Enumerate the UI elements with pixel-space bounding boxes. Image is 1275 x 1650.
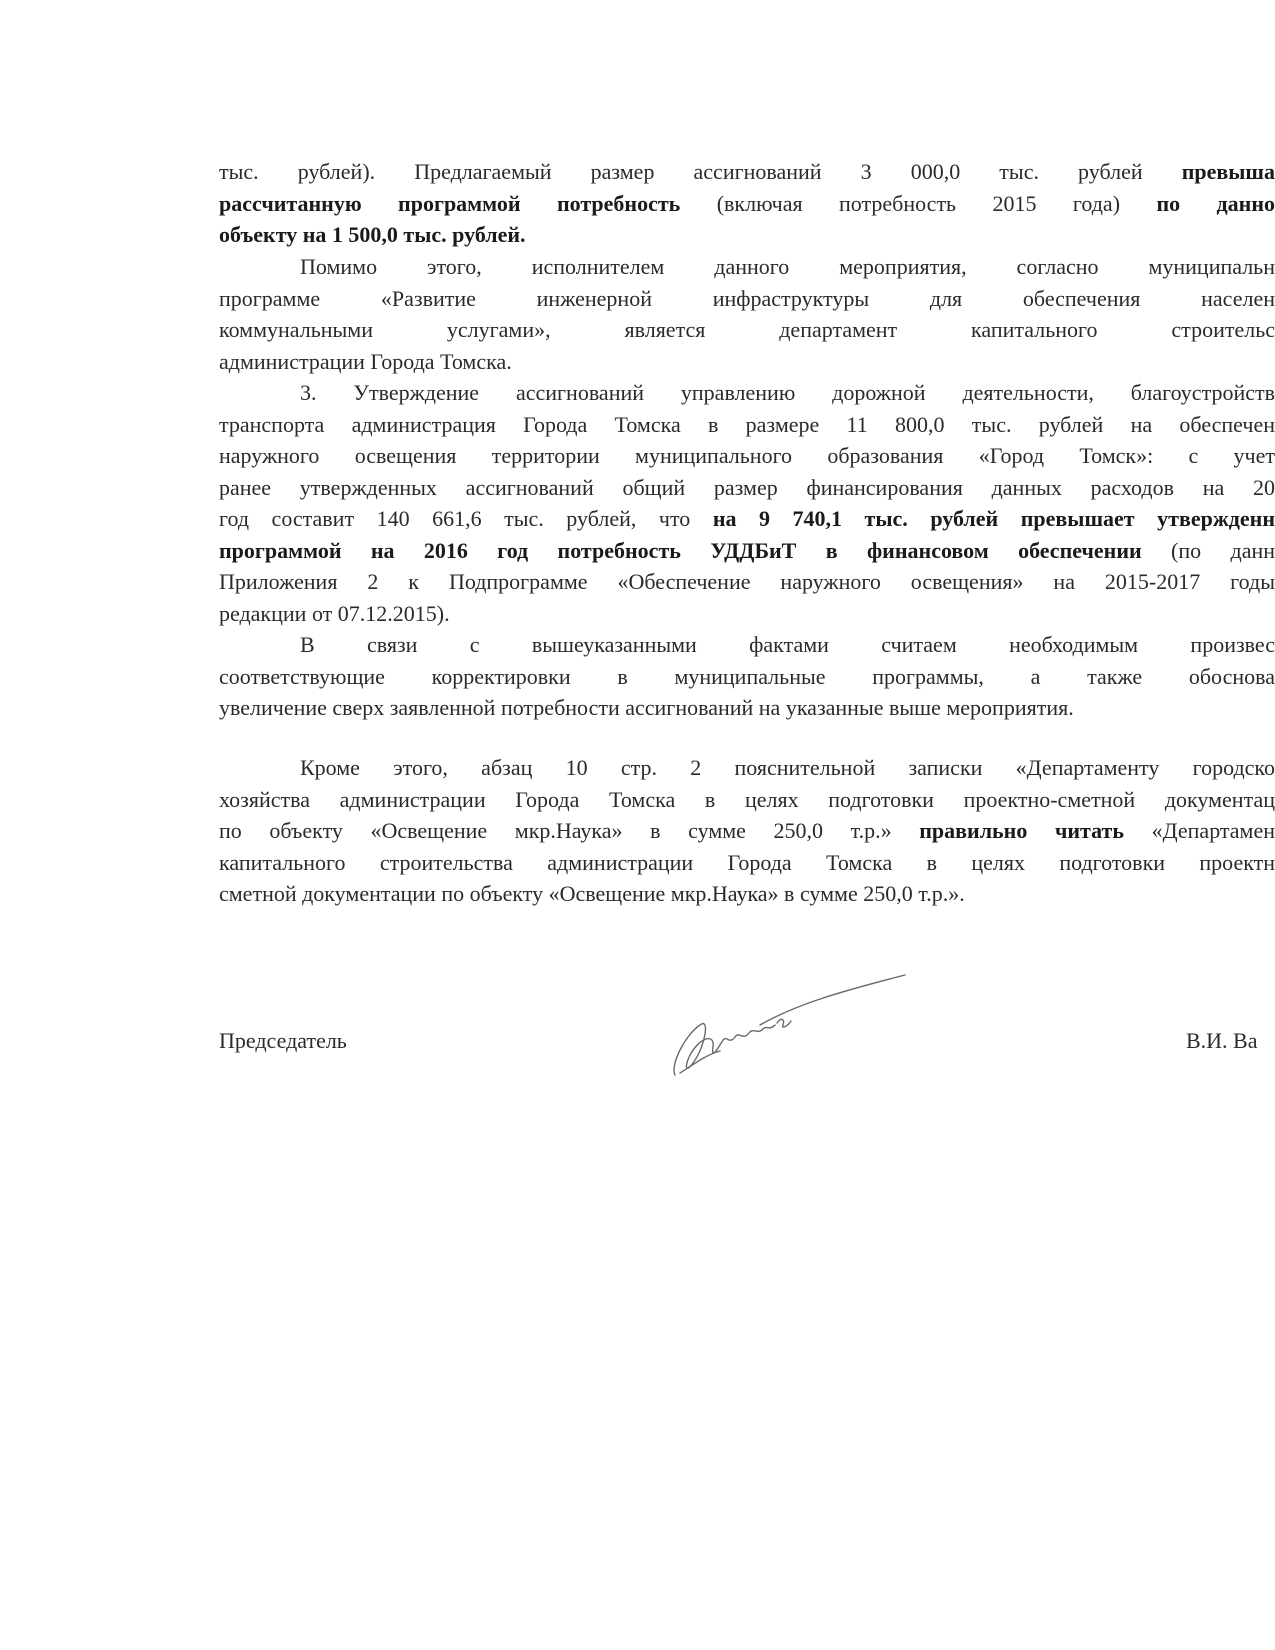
paragraph-5-line-3: по объекту «Освещение мкр.Наука» в сумме 250,0 т.р.» правильно читать «Департамен <box>219 818 1275 843</box>
paragraph-5-line-1: Кроме этого, абзац 10 стр. 2 пояснительной записки «Департаменту городско <box>300 755 1275 780</box>
paragraph-2-line-1: Помимо этого, исполнителем данного мероприятия, согласно муниципальн <box>300 254 1275 279</box>
paragraph-3-line-3: наружного освещения территории муниципального образования «Город Томск»: с учет <box>219 443 1275 468</box>
paragraph-2-line-3: коммунальными услугами», является департамент капитального строительс <box>219 317 1275 342</box>
paragraph-1-line-2: рассчитанную программой потребность (включая потребность 2015 года) по данно <box>219 190 1275 216</box>
paragraph-3 <box>219 377 1275 629</box>
paragraph-3-line-6: программой на 2016 год потребность УДДБиТ в финансовом обеспечении (по данн <box>219 537 1275 563</box>
paragraph-4 <box>219 629 1275 724</box>
paragraph-2-line-2: программе «Развитие инженерной инфраструктуры для обеспечения населен <box>219 285 1275 311</box>
signature-image <box>665 955 915 1105</box>
paragraph-1-line-3: объекту на 1 500,0 тыс. рублей. <box>219 222 526 247</box>
paragraph-2 <box>219 251 1275 377</box>
paragraph-3-line-8: редакции от 07.12.2015). <box>219 600 450 626</box>
paragraph-3-line-2: транспорта администрация Города Томска в размере 11 800,0 тыс. рублей на обеспечен <box>219 411 1275 437</box>
signatory-name: В.И. Ва <box>1186 1028 1258 1053</box>
paragraph-2-line-4: администрации Города Томска. <box>219 348 512 374</box>
paragraph-5-line-4: капитального строительства администрации Города Томска в целях подготовки проектн <box>219 849 1275 875</box>
paragraph-3-line-7: Приложения 2 к Подпрограмме «Обеспечение наружного освещения» на 2015-2017 годы <box>219 569 1275 594</box>
paragraph-5-line-5: сметной документации по объекту «Освещение мкр.Наука» в сумме 250,0 т.р.». <box>219 881 965 906</box>
paragraph-4-line-3: увеличение сверх заявленной потребности ассигнований на указанные выше мероприятия. <box>219 695 1074 720</box>
paragraph-1 <box>219 156 1275 251</box>
paragraph-3-line-5: год составит 140 661,6 тыс. рублей, что на 9 740,1 тыс. рублей превышает утвержденн <box>219 506 1275 531</box>
paragraph-5-line-2: хозяйства администрации Города Томска в целях подготовки проектно-сметной документац <box>219 786 1275 812</box>
paragraph-5 <box>219 752 1275 910</box>
signatory-title: Председатель <box>219 1028 347 1053</box>
paragraph-1-line-1: тыс. рублей). Предлагаемый размер ассигнований 3 000,0 тыс. рублей превыша <box>219 159 1275 184</box>
paragraph-3-line-4: ранее утвержденных ассигнований общий размер финансирования данных расходов на 20 <box>219 474 1275 500</box>
paragraph-4-line-1: В связи с вышеуказанными фактами считаем необходимым произвес <box>300 632 1275 657</box>
paragraph-4-line-2: соответствующие корректировки в муниципальные программы, а также обоснова <box>219 663 1275 689</box>
paragraph-3-line-1: 3. Утверждение ассигнований управлению дорожной деятельности, благоустройств <box>300 380 1275 405</box>
